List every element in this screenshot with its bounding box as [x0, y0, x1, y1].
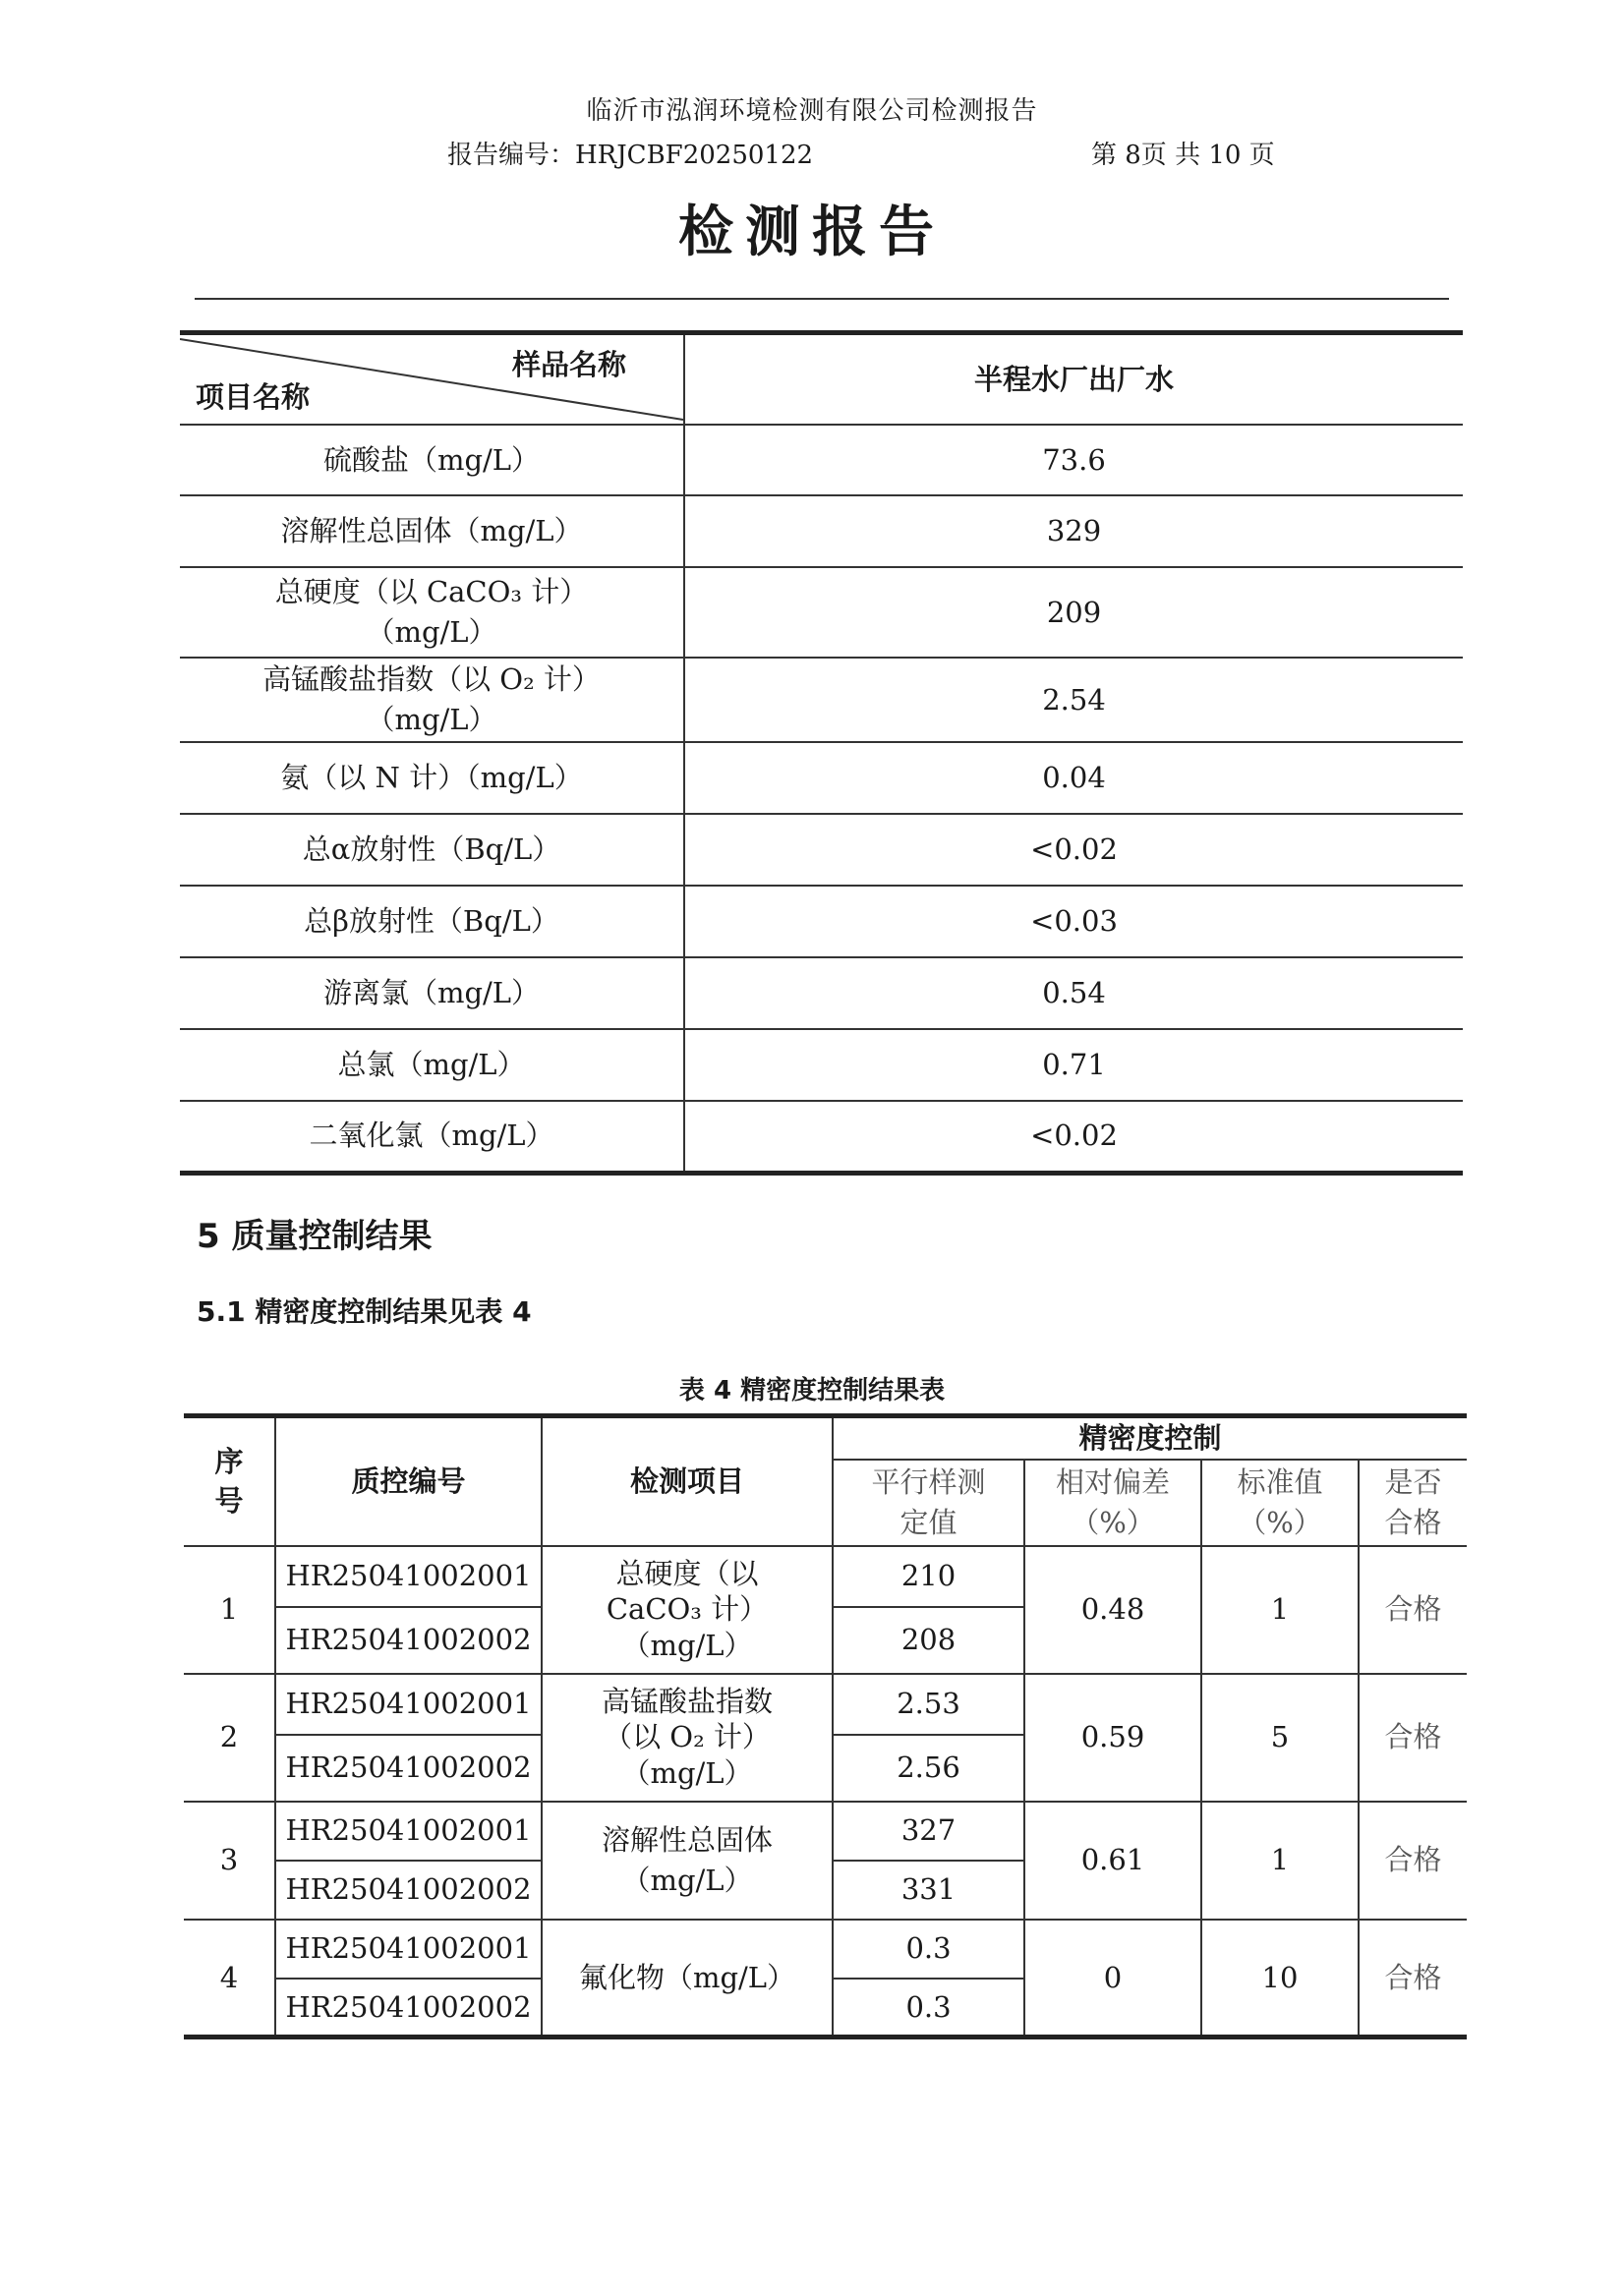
header-divider	[195, 298, 1449, 300]
results-table	[180, 330, 1463, 1176]
value-cell: 0.54	[684, 957, 1463, 1029]
std-cell: 1	[1201, 1802, 1359, 1920]
table-row	[180, 814, 1463, 886]
item-cell: 高锰酸盐指数（以 O₂ 计） （mg/L）	[180, 658, 684, 742]
pass-cell: 合格	[1359, 1674, 1467, 1802]
value-cell: <0.02	[684, 814, 1463, 886]
pass-cell: 合格	[1359, 1920, 1467, 2038]
table-row	[180, 1101, 1463, 1173]
qc-code-cell: HR25041002002	[275, 1979, 542, 2038]
table-row	[180, 495, 1463, 567]
item-cell: 总硬度（以 CaCO₃ 计） （mg/L）	[542, 1546, 833, 1674]
table4-caption: 表 4 精密度控制结果表	[678, 1376, 946, 1406]
table-row	[184, 1920, 1467, 1979]
qc-code-cell: HR25041002002	[275, 1735, 542, 1802]
table-row	[180, 425, 1463, 495]
item-cell: 游离氯（mg/L）	[180, 957, 684, 1029]
table-row	[184, 1802, 1467, 1861]
report-number: 报告编号：HRJCBF20250122	[447, 141, 814, 170]
value-cell: 0.04	[684, 742, 1463, 814]
parallel-value-cell: 331	[833, 1861, 1024, 1920]
company-header: 临沂市泓润环境检测有限公司检测报告	[586, 96, 1038, 126]
header-seq: 序 号	[184, 1416, 275, 1546]
parallel-value-cell: 327	[833, 1802, 1024, 1861]
table-row	[184, 1546, 1467, 1607]
rel-dev-cell: 0.48	[1024, 1546, 1201, 1674]
seq-cell: 4	[184, 1920, 275, 2038]
item-cell: 总β放射性（Bq/L）	[180, 886, 684, 957]
rel-dev-cell: 0	[1024, 1920, 1201, 2038]
value-cell: <0.02	[1030, 1119, 1118, 1153]
header-precision: 精密度控制	[833, 1416, 1467, 1460]
header-item: 检测项目	[542, 1416, 833, 1546]
std-cell: 10	[1201, 1920, 1359, 2038]
parallel-value-cell: 0.3	[833, 1979, 1024, 2038]
qc-code-cell: HR25041002002	[275, 1861, 542, 1920]
section-5-1-heading: 5.1 精密度控制结果见表 4	[197, 1295, 532, 1328]
value-cell: 329	[684, 495, 1463, 567]
qc-code-cell: HR25041002001	[275, 1802, 542, 1861]
header-rel-dev: 相对偏差 （%）	[1024, 1460, 1201, 1546]
item-cell: 总氯（mg/L）	[180, 1029, 684, 1101]
page-indicator: 第 8页 共 10 页	[1091, 141, 1275, 170]
precision-table	[184, 1413, 1467, 2039]
std-cell: 5	[1201, 1674, 1359, 1802]
qc-code-cell: HR25041002001	[275, 1920, 542, 1979]
seq-cell: 1	[184, 1546, 275, 1674]
item-cell: 二氧化氯（mg/L）	[180, 1101, 684, 1173]
parallel-value-cell: 208	[833, 1607, 1024, 1674]
section-5-heading: 5 质量控制结果	[197, 1217, 433, 1256]
table-row	[180, 567, 1463, 658]
diagonal-header-cell	[180, 333, 684, 426]
value-cell: <0.03	[684, 886, 1463, 957]
table-row	[180, 658, 1463, 742]
table-row	[180, 886, 1463, 957]
header-std: 标准值 （%）	[1201, 1460, 1359, 1546]
pass-cell: 合格	[1359, 1802, 1467, 1920]
item-cell: 氨（以 N 计）（mg/L）	[180, 742, 684, 814]
value-cell: 209	[684, 567, 1463, 658]
header-sample-label: 样品名称	[511, 348, 626, 381]
item-cell: 高锰酸盐指数 （以 O₂ 计） （mg/L）	[542, 1674, 833, 1802]
header-item-label: 项目名称	[196, 380, 311, 415]
rel-dev-cell: 0.59	[1024, 1674, 1201, 1802]
item-cell: 溶解性总固体（mg/L）	[180, 495, 684, 567]
sample-name-header: 半程水厂出厂水	[684, 333, 1463, 426]
table-row	[180, 957, 1463, 1029]
table-row	[184, 1674, 1467, 1735]
qc-code-cell: HR25041002001	[275, 1674, 542, 1735]
header-qc-no: 质控编号	[275, 1416, 542, 1546]
qc-code-cell: HR25041002001	[275, 1546, 542, 1607]
item-cell: 硫酸盐（mg/L）	[180, 425, 684, 495]
item-cell: 溶解性总固体 （mg/L）	[542, 1802, 833, 1920]
pass-cell: 合格	[1359, 1546, 1467, 1674]
seq-cell: 3	[184, 1802, 275, 1920]
item-cell: 氟化物（mg/L）	[542, 1920, 833, 2038]
parallel-value-cell: 210	[833, 1546, 1024, 1607]
value-cell: 2.54	[684, 658, 1463, 742]
std-cell: 1	[1201, 1546, 1359, 1674]
item-cell: 总硬度（以 CaCO₃ 计） （mg/L）	[180, 567, 684, 658]
seq-cell: 2	[184, 1674, 275, 1802]
page-title: 检测报告	[678, 201, 946, 264]
table-row	[180, 1029, 1463, 1101]
item-cell: 总α放射性（Bq/L）	[180, 814, 684, 886]
value-cell: 0.71	[684, 1029, 1463, 1101]
rel-dev-cell: 0.61	[1024, 1802, 1201, 1920]
parallel-value-cell: 2.56	[833, 1735, 1024, 1802]
parallel-value-cell: 2.53	[833, 1674, 1024, 1735]
header-parallel: 平行样测 定值	[833, 1460, 1024, 1546]
table-row	[180, 742, 1463, 814]
parallel-value-cell: 0.3	[833, 1920, 1024, 1979]
qc-code-cell: HR25041002002	[275, 1607, 542, 1674]
header-pass: 是否 合格	[1359, 1460, 1467, 1546]
value-cell: 73.6	[684, 425, 1463, 495]
